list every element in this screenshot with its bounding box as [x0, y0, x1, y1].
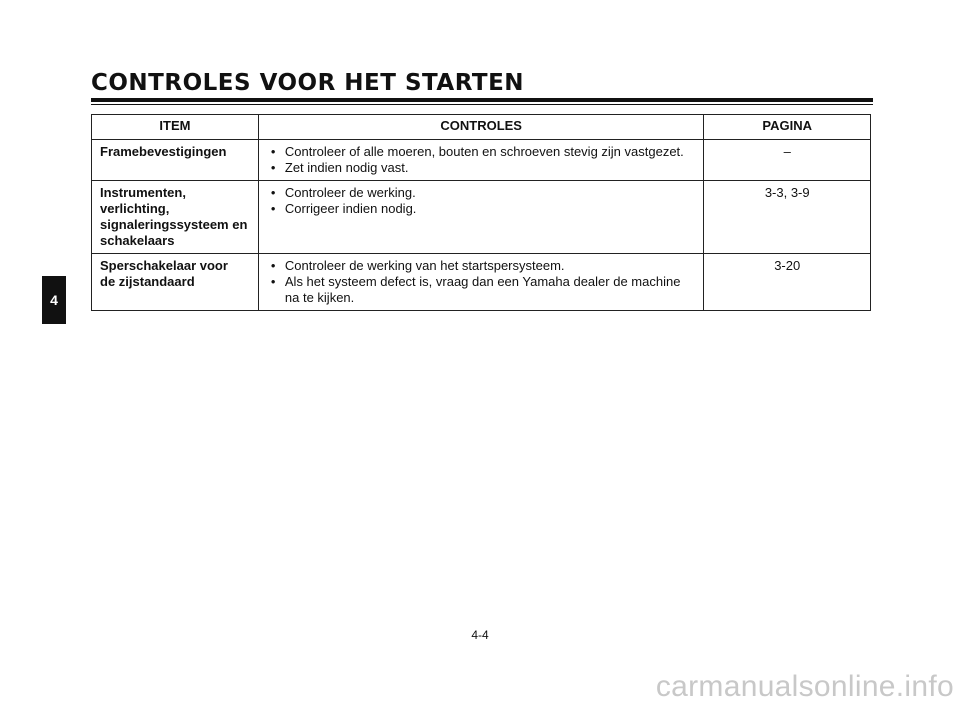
page-number: 4-4: [471, 628, 489, 642]
row-checks: [258, 181, 704, 254]
header-item: ITEM: [92, 115, 259, 140]
title-rule-thick: [91, 98, 873, 102]
check-bullet: • Controleer de werking.: [267, 185, 696, 201]
table-header-row: [92, 115, 871, 140]
item-line: schakelaars: [100, 233, 175, 248]
row-page: 3-20: [704, 254, 871, 311]
row-checks: [258, 140, 704, 181]
check-bullet: • Corrigeer indien nodig.: [267, 201, 696, 217]
chapter-tab: 4: [42, 276, 66, 324]
header-checks: CONTROLES: [258, 115, 704, 140]
table-row: [92, 254, 871, 311]
row-item: [92, 140, 259, 181]
check-bullet: • Als het systeem defect is, vraag dan een Yamaha dealer de machine na te kijken.: [267, 274, 696, 306]
checks-table: [91, 114, 871, 311]
item-line: Framebevestigingen: [100, 144, 227, 159]
watermark: carmanualsonline.info: [655, 670, 954, 703]
check-bullet: • Controleer of alle moeren, bouten en schroeven stevig zijn vastgezet.: [267, 144, 696, 160]
check-bullet: • Zet indien nodig vast.: [267, 160, 696, 176]
title-rule-thin: [91, 104, 873, 105]
row-item: [92, 254, 259, 311]
table-row: [92, 140, 871, 181]
row-item: [92, 181, 259, 254]
page-title: CONTROLES VOOR HET STARTEN: [91, 70, 525, 96]
row-page: –: [704, 140, 871, 181]
row-checks: [258, 254, 704, 311]
item-line: Instrumenten, verlichting,: [100, 185, 186, 216]
header-page: PAGINA: [704, 115, 871, 140]
row-page: 3-3, 3-9: [704, 181, 871, 254]
item-line: Sperschakelaar voor: [100, 258, 228, 273]
table-row: [92, 181, 871, 254]
item-line: de zijstandaard: [100, 274, 195, 289]
check-bullet: • Controleer de werking van het startspersysteem.: [267, 258, 696, 274]
item-line: signaleringssysteem en: [100, 217, 248, 232]
